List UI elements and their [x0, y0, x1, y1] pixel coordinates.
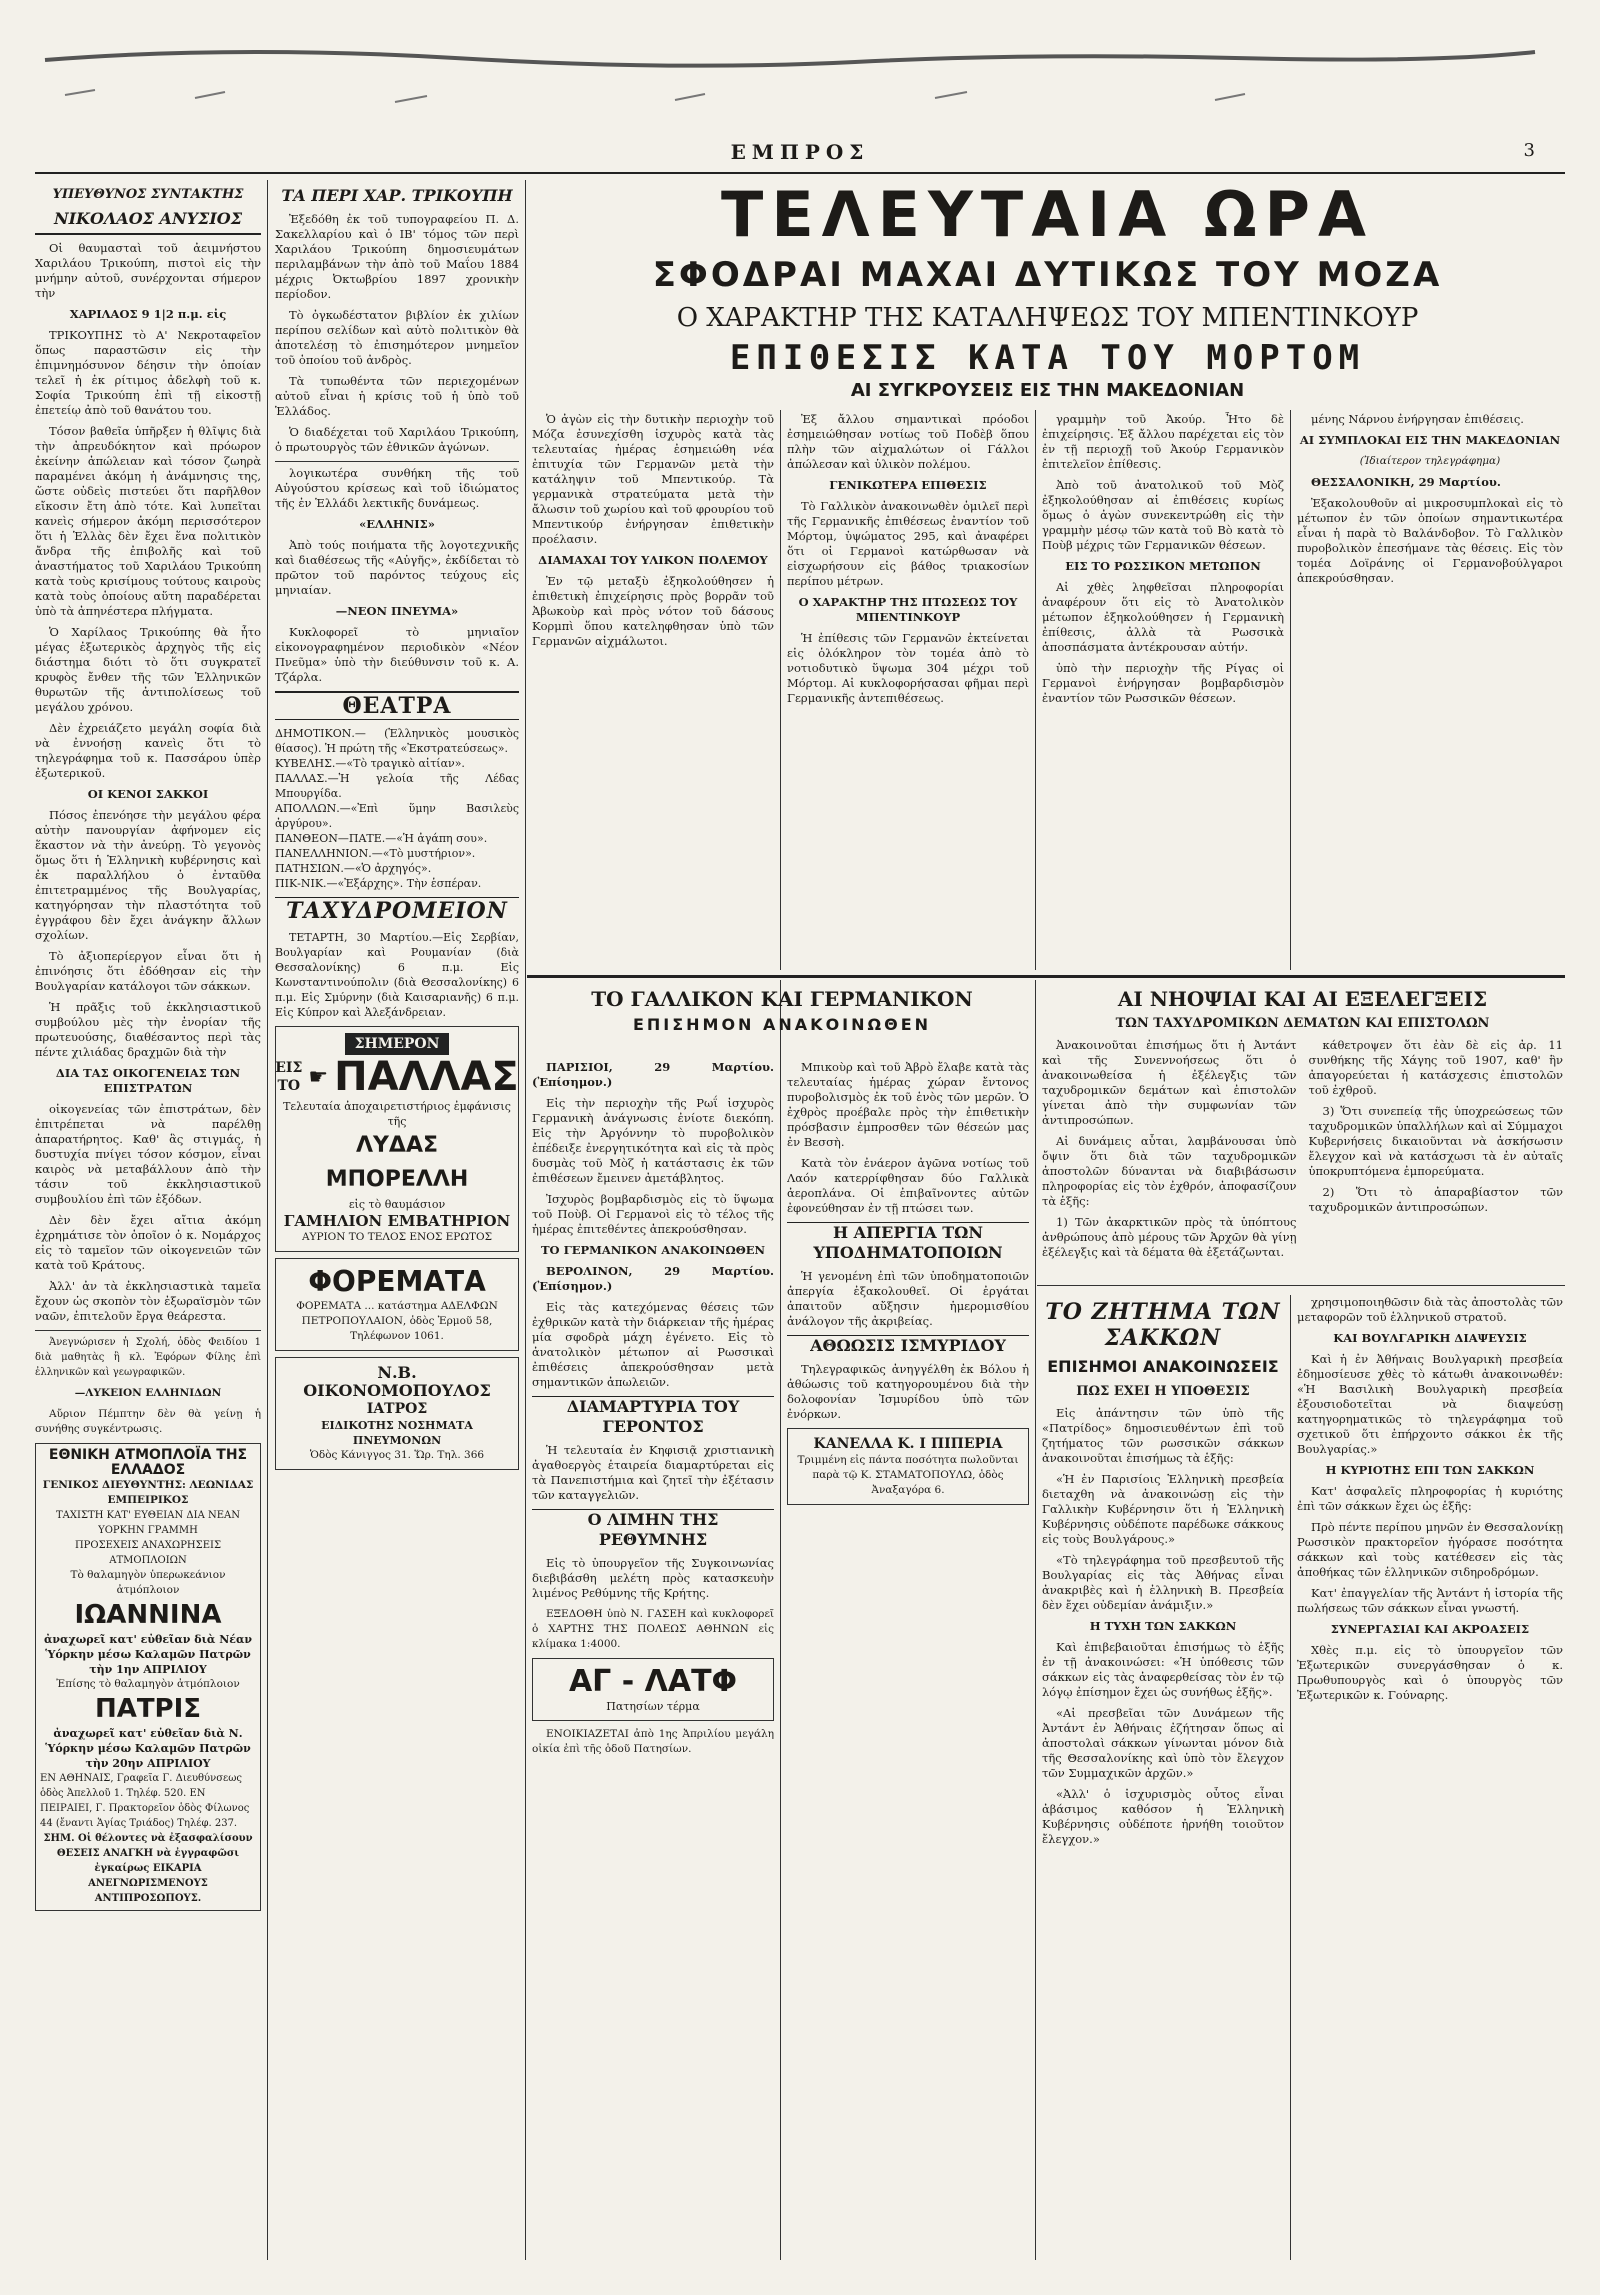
subheading: ΣΥΝΕΡΓΑΣΙΑΙ ΚΑΙ ΑΚΡΟΑΣΕΙΣ	[1330, 1622, 1530, 1636]
article-paragraph: Κατὰ τὸν ἐνάερον ἀγῶνα νοτίως τοῦ Λαόν κατερρίφθησαν δύο Γαλλικὰ ἀεροπλάνα. Οἱ ἐπιβαῖνοντες αὐτῶν ἐφονεύθησαν ἐν τῇ πτώσει των.	[787, 1156, 1029, 1215]
article-paragraph: Κατ' ἀσφαλεῖς πληροφορίας ἡ κυριότης ἐπὶ τῶν σάκκων ἔχει ὡς ἑξῆς:	[1297, 1484, 1563, 1513]
article-paragraph: Καὶ ἐπιβεβαιοῦται ἐπισήμως τὸ ἑξῆς ἐν τῇ ἀνακοινώσει: «Ἡ ὑπόθεσις τῶν σάκκων εἰς τὰς ἀναφερθείσας τὸν ἐν τῷ λόγῳ ἐπίσημον ἔχει ὡς συνήθως ἑξῆς».	[1042, 1640, 1284, 1699]
subheading: ΤΟ ΓΕΡΜΑΝΙΚΟΝ ΑΝΑΚΟΙΝΩΘΕΝ	[540, 1243, 766, 1257]
subheading: «ΕΛΛΗΝΙΣ»	[359, 517, 435, 531]
article-paragraph: χρησιμοποιηθῶσιν διὰ τὰς ἀποστολὰς τῶν μεταφορῶν τοῦ ἑλληνικοῦ στρατοῦ.	[1297, 1295, 1563, 1324]
article-paragraph: Εἰς ἀπάντησιν τῶν ὑπὸ τῆς «Πατρίδος» δημοσιευθέντων ἐπὶ τοῦ ζητήματος τῶν ρωσσικῶν σάκκων ἀνακοινοῦται ἐπισήμως τὰ ἑξῆς:	[1042, 1406, 1284, 1465]
subheading: —ΝΕΟΝ ΠΝΕΥΜΑ»	[335, 604, 459, 618]
headline-tertiary: Ο ΧΑΡΑΚΤΗΡ ΤΗΣ ΚΑΤΑΛΗΨΕΩΣ ΤΟΥ ΜΠΕΝΤΙΝΚΟΥΡ	[676, 303, 1419, 333]
ad-sub: εἰς τὸ θαυμάσιον	[348, 1198, 446, 1211]
ad-arrivals: ΠΡΟΣΕΧΕΙΣ ΑΝΑΧΩΡΗΣΕΙΣ ΑΤΜΟΠΛΟΙΩΝ	[74, 1540, 222, 1566]
article-title: ΔΙΑΜΑΡΤΥΡΙΑ ΤΟΥ ΓΕΡΟΝΤΟΣ	[532, 1396, 774, 1437]
pallas-advertisement	[275, 1026, 519, 1252]
ad-ship-name: ΠΑΤΡΙΣ	[94, 1694, 202, 1724]
article-paragraph: Ἀνακοινοῦται ἐπισήμως ὅτι ἡ Ἀντάντ καὶ τῆς Συνεννοήσεως ὅτι ὁ ἀνακοινωθείσα ἡ ἐξέλεγξις τῶν ταχυδρομικῶν δεμάτων καὶ ἐπιστολῶν γίνεται ἀπὸ τὴν συμφωνίαν τῶν ἀντιπροσώπων.	[1042, 1038, 1297, 1127]
article-paragraph: Χθὲς π.μ. εἰς τὸ ὑπουργεῖον τῶν Ἐξωτερικῶν συνεργάσθησαν ὁ κ. Πρωθυπουργὸς καὶ ὁ ὑπουργὸς τῶν Ἐξωτερικῶν κ. Γούναρης.	[1297, 1643, 1563, 1702]
mail-article	[1042, 985, 1563, 1280]
article-paragraph: Εἰς τὸ ὑπουργεῖον τῆς Συγκοινωνίας διεβιβάσθη μελέτη πρὸς κατασκευὴν λιμένος Ρεθύμνης τῆς Κρήτης.	[532, 1556, 774, 1600]
subheading: Η ΤΥΧΗ ΤΩΝ ΣΑΚΚΩΝ	[1089, 1619, 1237, 1633]
article-paragraph: Δὲν ἐχρειάζετο μεγάλη σοφία διὰ νὰ ἐννοήσῃ κανεὶς ὅτι τὸ τηλεγράφημα τοῦ κ. Πασσάρου ὑπὲρ ἐξωτερικοῦ.	[35, 721, 261, 780]
article-paragraph: Ὁ Χαρίλαος Τρικούπης θὰ ἦτο μέγας ἐξωτερικὸς ἀρχηγὸς τῆς εἰς διάστημα διότι τὸ ὅτι συγκρατεῖ κρυφὸς ἔνθεν τῆς τῶν Ἑλληνικῶν θυρωτῶν τῆς ἀντιπολίσεως τοῦ μεγάλου χρόνου.	[35, 625, 261, 714]
dresses-advertisement	[275, 1258, 519, 1351]
ad-address: Ὁδὸς Κάνιγγος 31. Ὥρ. Τηλ. 366	[309, 1449, 485, 1461]
article-paragraph: μένης Νάρνου ἐνήργησαν ἐπιθέσεις.	[1311, 412, 1524, 426]
bags-article-continued	[1297, 1295, 1563, 2260]
article-paragraph: Οἱ θαυμασταὶ τοῦ ἀειμνήστου Χαριλάου Τρικούπη, πιστοὶ εἰς τὴν μνήμην αὐτοῦ, συνέρχονται σήμερον τὴν	[35, 241, 261, 300]
article-paragraph: Ἀλλ' ἀν τὰ ἐκκλησιαστικὰ ταμεῖα ἔχουν ὡς σκοπὸν τὸν ἐξωραϊσμὸν τῶν ναῶν, ἐπιτελοῦν ἔργα θεάρεστα.	[35, 1279, 261, 1323]
subheading: ΑΙ ΣΥΜΠΛΟΚΑΙ ΕΙΣ ΤΗΝ ΜΑΚΕΔΟΝΙΑΝ	[1299, 433, 1561, 447]
ad-line: ΤΑΧΙΣΤΗ ΚΑΤ' ΕΥΘΕΙΑΝ ΔΙΑ ΝΕΑΝ ΥΟΡΚΗΝ ΓΡΑΜΜΗ	[56, 1510, 240, 1536]
news-column-f	[787, 1060, 1029, 2260]
ad-sub: Πατησίων τέρμα	[606, 1700, 700, 1713]
ad-title: ΑΓ - ΛΑΤΦ	[568, 1664, 738, 1699]
headline-quaternary: ΕΠΙΘΕΣΙΣ ΚΑΤΑ ΤΟΥ ΜΟΡΤΟΜ	[729, 338, 1366, 378]
article-paragraph: γραμμὴν τοῦ Ἀκούρ. Ἦτο δὲ ἐπιχείρησις. Ἐξ ἄλλου παρέχεται εἰς τὸν ἐν τῇ περιοχῇ τοῦ Ἀκούρ Γερμανικὸν ἐπιτελεῖον ἐπίθεσις.	[1042, 412, 1284, 471]
divider	[35, 1330, 261, 1331]
article-paragraph: Ἡ πρᾶξις τοῦ ἐκκλησιαστικοῦ συμβούλου μὲς τὴν ἐνορίαν τῆς πρωτευούσης, διαθέσαντος περὶ τὰς πέντε χιλιάδας δραχμῶν διὰ τὴν	[35, 1000, 261, 1059]
ad-ship-text: ἀναχωρεῖ κατ' εὐθεῖαν διὰ Ν. Ὑόρκην μέσω Καλαμῶν Πατρῶν τὴν 20ην ΑΠΡΙΛΙΟΥ	[45, 1727, 251, 1770]
article-paragraph: Κατ' ἐπαγγελίαν τῆς Ἀντάντ ἡ ἱστορία τῆς πωλήσεως τῶν σάκκων εἶναι γνωστή.	[1297, 1586, 1563, 1615]
headline-secondary: ΣΦΟΔΡΑΙ ΜΑΧΑΙ ΔΥΤΙΚΩΣ ΤΟΥ ΜΟΖΑ	[652, 255, 1443, 295]
column-1	[35, 182, 261, 2262]
article-paragraph: Εἰς τὴν περιοχὴν τῆς Ρωΐ ἰσχυρὸς Γερμανικὴ ἀνάγνωσις ἐνίοτε διεκόπη. Εἰς τὴν Ἀργόννην τὸ πυροβολικὸν ἐπέδειξε ἐνεργητικότητα καὶ εἰς τὰ πρὸς δυσμὰς τοῦ Μὸζ ἡ κατάστασις ἐκ τῶν ἐπιθέσεων ἔμεινεν ἀμετάβλητος.	[532, 1096, 774, 1185]
article-paragraph: «Ἡ ἐν Παρισίοις Ἑλληνικὴ πρεσβεία διεταχθη νὰ ἀνακοινώσῃ εἰς τὴν Γαλλικὴν Κυβέρνησιν ὅτι ἡ Ἑλληνικὴ Κυβέρνησις οὐδέποτε παρέδωκε σάκκους εἰς τοὺς Βουλγάρους.»	[1042, 1472, 1284, 1546]
pointing-hand-icon: ☛	[308, 1064, 329, 1090]
article-paragraph: Αἱ χθὲς ληφθεῖσαι πληροφορίαι ἀναφέρουν ὅτι εἰς τὸ Ἀνατολικὸν μέτωπον ἐξηκολούθησεν ἡ Γερμανικὴ ἐπίθεσις, ἀλλὰ τὰ Ρωσσικὰ ἀποσπάσματα ἀντέκρουσαν αὐτήν.	[1042, 580, 1284, 654]
article-title: ΑΘΩΩΣΙΣ ΙΣΜΥΡΙΔΟΥ	[787, 1335, 1029, 1356]
article-paragraph: ΧΑΡΙΛΑΟΣ 9 1|2 π.μ. εἰς	[69, 307, 227, 321]
subheading: Ο ΧΑΡΑΚΤΗΡ ΤΗΣ ΠΤΩΣΕΩΣ ΤΟΥ ΜΠΕΝΤΙΝΚΟΥΡ	[798, 595, 1018, 624]
theatres-list: ΔΗΜΟΤΙΚΟΝ.— (Ἑλληνικὸς μουσικὸς θίασος). Ἡ πρώτη τῆς «Ἐκστρατεύσεως». ΚΥΒΕΛΗΣ.—«Τὸ τραγικὸ αἰτίαν». ΠΑΛΛΑΣ.—Ἡ γελοία τῆς Λέδας Μπουργίδα. ΑΠΟΛΛΩΝ.—«Ἐπὶ ὕμην Βασιλεὺς ἀργύρου». ΠΑΝΘΕΟΝ—ΠΑΤΕ.—«Ἡ ἀγάπη σου». ΠΑΝΕΛΛΗΝΙΟΝ.—«Τὸ μυστήριον». ΠΑΤΗΣΙΩΝ.—«Ὁ ἀρχηγός». ΠΙΚ-ΝΙΚ.—«Ἐξάρχης». Τὴν ἑσπέραν.	[275, 727, 519, 890]
ad-to: ΕΙΣ ΤΟ	[275, 1060, 303, 1094]
article-paragraph: Πόσος ἐπενόησε τὴν μεγάλου φέρα αὐτὴν πανουργίαν ἀφήνομεν εἰς ἕκαστον νὰ τὴν ἀνεύρῃ. Τὸ γεγονὸς ὅμως ὅτι ἡ Ἑλληνικὴ κυβέρνησις καὶ ἐκ παραλλήλου ὁ ἐνταῦθα ἐπιτετραμμένος τῆς Βουλγαρίας, κατηγόρησαν τὴν πλαστότητα τοῦ ἐγγράφου δὲν ἔχει ἀνάγκην ἄλλων σχολίων.	[35, 808, 261, 942]
article-paragraph: οἰκογενείας τῶν ἐπιστράτων, δὲν ἐπιτρέπεται νὰ παρέλθῃ ἀπαρατήρητος. Καθ' ἃς στιγμάς, ἡ δυστυχία πνίγει τόσον κόσμον, εἶναι καιρὸς νὰ μεταβάλλουν ἀπὸ τὴν τάσιν τοῦ ἐκκλησιαστικοῦ συμβουλίου ἐπὶ τῶν ἐξόδων.	[35, 1102, 261, 1206]
news-column-a	[532, 412, 774, 970]
ad-text: ΦΟΡΕΜΑΤΑ ... κατάστημα ΑΔΕΛΦΩΝ ΠΕΤΡΟΠΟΥΛΑΙΟΝ, ὁδὸς Ἑρμοῦ 58, Τηλέφωνον 1061.	[296, 1300, 498, 1342]
article-subtitle: ΤΩΝ ΤΑΧΥΔΡΟΜΙΚΩΝ ΔΕΜΑΤΩΝ ΚΑΙ ΕΠΙΣΤΟΛΩΝ	[1115, 1016, 1490, 1031]
publication-notice: ΕΞΕΔΟΘΗ ὑπὸ Ν. ΓΑΣΕΗ καὶ κυκλοφορεῖ ὁ ΧΑΡΤΗΣ ΤΗΣ ΠΟΛΕΩΣ ΑΘΗΝΩΝ εἰς κλίμακα 1:4000.	[532, 1608, 774, 1650]
article-paragraph: Ἡ ἐπίθεσις τῶν Γερμανῶν ἐκτείνεται εἰς ὁλόκληρον τὸν τομέα ἀπὸ τὸ νοτιοδυτικὸ ὕψωμα 304 μέχρι τοῦ Μόρτομ. Αἱ κυκλοφορήσασαι φῆμαι περὶ Γερμανικῆς ἀντεπιθέσεως.	[787, 631, 1029, 705]
article-paragraph: Ὁ διαδέχεται τοῦ Χαριλάου Τρικούπη, ὁ πρωτουργὸς τῶν ἐθνικῶν ἀγώνων.	[275, 425, 519, 454]
article-paragraph: Ἀπὸ τοῦ ἀνατολικοῦ τοῦ Μὸζ ἐξηκολούθησαν αἱ ἐπιθέσεις κυρίως ὅμως ὁ ἀγὼν συνεκεντρώθη εἰς τὴν γραμμὴν μέσῳ τῶν κατὰ τοῦ Βὸ κατὰ τὸ Ποὺβ μέχρις τῶν Γερμανικῶν θέσεων.	[1042, 478, 1284, 552]
ad-spec: ΕΙΔΙΚΟΤΗΣ ΝΟΣΗΜΑΤΑ ΠΝΕΥΜΟΝΩΝ	[321, 1419, 473, 1447]
ad-ship-name: ΙΩΑΝΝΙΝΑ	[74, 1600, 222, 1630]
subheading: ΟΙ ΚΕΝΟΙ ΣΑΚΚΟΙ	[87, 787, 209, 801]
article-paragraph: Ὁ ἀγὼν εἰς τὴν δυτικὴν περιοχὴν τοῦ Μόζα ἐσυνεχίσθη ἰσχυρὸς κατὰ τὰς τελευταίας ἡμέρας ἐσημειώθη νέα ἐπιτυχία τῶν Γερμανῶν μετὰ τὴν κατάληψιν τοῦ Μπεντικούρ. Τὰ γερμανικὰ στρατεύματα μετὰ τὴν ἄλωσιν τοῦ χωρίου καὶ τοῦ φρουρίου τοῦ Μπεντικούρ ἐνήργησαν ἐπιθετικὴν προέλασιν.	[532, 412, 774, 546]
ad-director: ΓΕΝΙΚΟΣ ΔΙΕΥΘΥΝΤΗΣ: ΛΕΩΝΙΔΑΣ ΕΜΠΕΙΡΙΚΟΣ	[42, 1479, 254, 1506]
article-paragraph: Δὲν δὲν ἔχει αἴτια ἀκόμη ἐχρημάτισε τὸν ὁποῖον ὁ κ. Νομάρχος εἰς τὸ ταμεῖον τῶν οἰκογενειῶν τῶν κατὰ τοῦ Κράτους.	[35, 1213, 261, 1272]
column-divider	[1290, 410, 1291, 970]
small-notice: Ἀνεγνώρισεν ἡ Σχολή, ὁδὸς Φειδίου 1 διὰ μαθητὰς ἢ κλ. Ἐφόρων Φίλης ἐπὶ ἐλληνικῶν καὶ γεωγραφικῶν.	[35, 1337, 261, 1378]
article-paragraph: λογικωτέρα συνθήκη τῆς τοῦ Αὐγούστου κρίσεως καὶ τοῦ ἰδιώματος τῆς ἐν Ἑλλάδι λεκτικῆς δυνάμεως.	[275, 466, 519, 510]
column-divider	[780, 980, 781, 2260]
subheading: —ΛΥΚΕΙΟΝ ΕΛΛΗΝΙΔΩΝ	[74, 1387, 222, 1399]
ad-ship-intro: Ἐπίσης τὸ θαλαμηγὸν ἀτμόπλοιον	[56, 1678, 240, 1690]
article-paragraph: 2) Ὅτι τὸ ἀπαραβίαστον τῶν ταχυδρομικῶν ἀντιπροσώπων.	[1308, 1185, 1563, 1214]
news-column-d	[1297, 412, 1563, 970]
shipping-advertisement	[35, 1443, 261, 1911]
ad-ship-text: ἀναχωρεῖ κατ' εὐθεῖαν διὰ Νέαν Ὑόρκην μέσω Καλαμῶν Πατρῶν τὴν 1ην ΑΠΡΙΛΙΟΥ	[43, 1633, 253, 1676]
subheading: ΕΙΣ ΤΟ ΡΩΣΣΙΚΟΝ ΜΕΤΩΠΟΝ	[1065, 559, 1261, 573]
ad-name: Ν.Β. ΟΙΚΟΝΟΜΟΠΟΥΛΟΣ	[303, 1363, 491, 1400]
communique-header	[532, 985, 1032, 1055]
column-divider	[780, 410, 781, 970]
dateline: ΠΑΡΙΣΙΟΙ, 29 Μαρτίου. (Ἐπίσημον.)	[532, 1060, 774, 1089]
bags-article	[1042, 1295, 1284, 2260]
headline-quinary: ΑΙ ΣΥΓΚΡΟΥΣΕΙΣ ΕΙΣ ΤΗΝ ΜΑΚΕΔΟΝΙΑΝ	[850, 380, 1245, 401]
column-2	[275, 182, 519, 2262]
ad-contact: ΕΝ ΑΘΗΝΑΙΣ, Γραφεῖα Γ. Διευθύνσεως ὁδὸς Ἀπελλοῦ 1. Τηλέφ. 520. ΕΝ ΠΕΙΡΑΙΕΙ, Γ. Πρακτορεῖον ὁδὸς Φίλωνος 44 (ἔναντι Ἁγίας Τριάδος) Τηλέφ. 237.	[40, 1773, 250, 1829]
handwritten-scribble	[35, 40, 1565, 130]
article-paragraph: Πρὸ πέντε περίπου μηνῶν ἐν Θεσσαλονίκῃ Ρωσσικὸν πρακτορεῖον ἠγόρασε ποσότητα σάκκων καὶ τοὺς κατέθεσεν εἰς τὰς ἀποθήκας τῶν ἑλληνικῶν σιδηροδρόμων.	[1297, 1520, 1563, 1579]
masthead-title: ΕΜΠΡΟΣ	[730, 140, 870, 164]
ad-role: ΙΑΤΡΟΣ	[366, 1401, 428, 1417]
post-title: ΤΑΧΥΔΡΟΜΕΙΟΝ	[275, 897, 519, 924]
column-divider	[267, 180, 268, 2260]
article-title: ΤΟ ΖΗΤΗΜΑ ΤΩΝ ΣΑΚΚΩΝ	[1045, 1299, 1281, 1351]
ad-ship-intro: Τὸ θαλαμηγὸν ὑπερωκεάνιον ἀτμόπλοιον	[70, 1569, 226, 1596]
ad-title: ΦΟΡΕΜΑΤΑ	[308, 1265, 486, 1298]
masthead-rule	[35, 172, 1565, 174]
dateline: ΘΕΣΣΑΛΟΝΙΚΗ, 29 Μαρτίου.	[1311, 475, 1501, 489]
column-divider	[1035, 980, 1036, 2260]
article-paragraph: Τόσον βαθεῖα ὑπῆρξεν ἡ θλῖψις διὰ τὴν ἀπρευδόκητον καὶ πρόωρον ἐκείνην ἀπώλειαν καὶ τόσον ζωηρὰ παραμένει ἀκόμη ἡ ἀνάμνησις της, ὥστε οὐδεὶς πιστεύει ὅτι παρῆλθον εἴκοσιν ἔτη ἀπὸ τότε. Καὶ λυπεῖται κανεὶς σήμερον ἀκόμη περισσότερον ὅτι ἡ Ἑλλὰς δὲν ἔχει ἕνα πολιτικὸν ἄνδρα τῆς ἐπιβολῆς καὶ τοῦ ἀναστήματος τοῦ Χαριλάου Τρικούπη κατὰ τοὺς κρισίμους τούτους καιροὺς κατὰ τοὺς ὁποίους αὕτη παραδέρεται ὑπὸ τὰ ἀπηνέστερα πλήγματα.	[35, 424, 261, 618]
newspaper-page	[35, 40, 1565, 2265]
article-paragraph: Τὰ τυπωθέντα τῶν περιεχομένων αὐτοῦ εἶναι ἡ κρίσις τοῦ ἡ ὑπὸ τοῦ Ἑλλάδος.	[275, 374, 519, 418]
article-paragraph: «Ἀλλ' ὁ ἰσχυρισμὸς οὗτος εἶναι ἀβάσιμος καθόσον ἡ Ἑλληνικὴ Κυβέρνησις οὐδέποτε ἠρνήθη τοιοῦτον ἔλεγχον.»	[1042, 1787, 1284, 1846]
rent-notice: ΕΝΟΙΚΙΑΖΕΤΑΙ ἀπὸ 1ης Ἀπριλίου μεγάλη οἰκία ἐπὶ τῆς ὁδοῦ Πατησίων.	[532, 1728, 774, 1755]
article-paragraph: Τηλεγραφικῶς ἀνηγγέλθη ἐκ Βόλου ἡ ἀθώωσις τοῦ κατηγορουμένου διὰ τὴν δολοφονίαν Ἰσμυρίδου ὑπὸ τῶν ἐνόρκων.	[787, 1362, 1029, 1421]
divider	[275, 461, 519, 462]
article-paragraph: Καὶ ἡ ἐν Ἀθήναις Βουλγαρικὴ πρεσβεία ἐδημοσίευσε χθὲς τὸ κάτωθι ἀνακοινωθέν: «Ἡ Βασιλικὴ Βουλγαρικὴ πρεσβεία ἐξουσιοδοτεῖται νὰ διαψεύσῃ κατηγορηματικῶς τὸ τηλεγράφημα τοῦ σχετικοῦ ὅτι ἐπήρχοντο σάκκοι ἐκ τῆς Βουλγαρίας.»	[1297, 1352, 1563, 1456]
article-paragraph: κάθετροψεν ὅτι ἐὰν δὲ εἰς ἀρ. 11 συνθήκης τῆς Χάγης τοῦ 1907, καθ' ἣν ἀπαγορεύεται ἡ κατάσχεσις ἐπιστολῶν τοῦ ἐχθροῦ.	[1308, 1038, 1563, 1097]
ad-title: ΚΑΝΕΛΛΑ Κ. Ι ΠΙΠΕΡΙΑ	[813, 1436, 1003, 1452]
article-paragraph: Ἐξακολουθοῦν αἱ μικροσυμπλοκαὶ εἰς τὸ μέτωπον ἐν τῶν ὁποίων σημαντικωτέρα εἶναι ἡ παρὰ τὸ Βαλάνδοβον. Τὸ Γαλλικὸν πυροβολικὸν ἐπεσήμανε τὰς θέσεις. Εἰς τὸν τομέα Δοϊράνης οἱ Γερμανοβούλγαροι ἀπεκρούσθησαν.	[1297, 496, 1563, 585]
article-paragraph: «Τὸ τηλεγράφημα τοῦ πρεσβευτοῦ τῆς Βουλγαρίας εἰς τὰς Ἀθήνας εἶναι ἀνακριβὲς καὶ ἡ ἐλληνικὴ Β. Πρεσβεία δὲν ἔχει οὐδεμίαν ἀνάμιξιν.»	[1042, 1553, 1284, 1612]
article-paragraph: Αὔριον Πέμπτην δὲν θὰ γείνῃ ἡ συνήθης συγκέντρωσις.	[35, 1408, 261, 1435]
article-paragraph: 1) Τῶν ἀκαρκτικῶν πρὸς τὰ ὑπόπτους ἀνθρώπους ἀπὸ μέρους τῶν Ἀρχῶν θὰ γίνῃ ἐξέλεγξις καὶ τὰ δέματα θὰ ἐξετάζωνται.	[1042, 1215, 1297, 1259]
spice-advertisement	[787, 1428, 1029, 1505]
article-title: ΤΟ ΓΑΛΛΙΚΟΝ ΚΑΙ ΓΕΡΜΑΝΙΚΟΝ	[591, 987, 973, 1011]
article-paragraph: Ἐν τῷ μεταξὺ ἐξηκολούθησεν ἡ ἐπιθετικὴ ἐπιχείρησις πρὸς βορρᾶν τοῦ Ἀβωκοὺρ καὶ πρὸς νότον τοῦ δάσους Κορμπὶ ὅπου κατεληφθησαν ὑπὸ τῶν Γερμανῶν αἰχμάλωτοι.	[532, 574, 774, 648]
editor-label: ΥΠΕΥΘΥΝΟΣ ΣΥΝΤΑΚΤΗΣ	[52, 187, 244, 202]
article-title: Ο ΛΙΜΗΝ ΤΗΣ ΡΕΘΥΜΝΗΣ	[532, 1509, 774, 1550]
article-paragraph: 3) Ὅτι συνεπείᾳ τῆς ὑποχρεώσεως τῶν ταχυδρομικῶν ὑπαλλήλων καὶ αἱ Σύμμαχοι Κυβερνήσεις δικαιοῦνται νὰ ἀσκήσωσιν ἔλεγχον καὶ νὰ κατάσχωσι τὰ ἐν αὐταῖς ὑποκρυπτόμενα ἐμπορεύματα.	[1308, 1104, 1563, 1178]
post-text: ΤΕΤΑΡΤΗ, 30 Μαρτίου.—Εἰς Σερβίαν, Βουλγαρίαν καὶ Ρουμανίαν (διὰ Θεσσαλονίκης) 6 π.μ. Εἰς Κωνσταντινούπολιν (διὰ Θεσσαλονίκης) 6 π.μ. Εἰς Σμύρνην (διὰ Καισαριανῆς) 6 π.μ. Εἰς Κύπρον καὶ Ἀλεξάνδρειαν.	[275, 931, 519, 1019]
subheading: ΔΙΑΜΑΧΑΙ ΤΟΥ ΥΛΙΚΟΝ ΠΟΛΕΜΟΥ	[538, 553, 768, 567]
article-paragraph: ΤΡΙΚΟΥΠΗΣ τὸ Α' Νεκροταφεῖον ὅπως παραστῶσιν εἰς τὴν ἐπιμνημόσυνον δέησιν τὴν ὁποίαν τελεῖ ἡ ἐκ ρίτιμος ἀδελφὴ τοῦ κ. Σοφία Τρικούπη ἐπὶ τῇ εἰκοστῇ ἐπετείῳ ἀπὸ τοῦ θανάτου του.	[35, 328, 261, 417]
headline-main: ΤΕΛΕΥΤΑΙΑ ΩΡΑ	[721, 178, 1374, 251]
column-divider	[525, 180, 526, 2260]
subheading: ΔΙΑ ΤΑΣ ΟΙΚΟΓΕΝΕΙΑΣ ΤΩΝ ΕΠΙΣΤΡΑΤΩΝ	[55, 1066, 241, 1095]
ad-note: ΑΥΡΙΟΝ ΤΟ ΤΕΛΟΣ ΕΝΟΣ ΕΡΩΤΟΣ	[301, 1231, 493, 1243]
article-paragraph: Αἱ δυνάμεις αὗται, λαμβάνουσαι ὑπὸ ὄψιν ὅτι διὰ τῶν ταχυδρομικῶν ἀποστολῶν δύνανται νὰ διαβιβάσωσιν πληροφορίας εἰς τὸν ἐχθρόν, ἀποφασίζουν τὰ ἑξῆς:	[1042, 1134, 1297, 1208]
news-column-b	[787, 412, 1029, 970]
article-paragraph: Εἰς τὰς κατεχόμενας θέσεις τῶν ἐχθρικῶν κατὰ τὴν διάρκειαν τῆς ἡμέρας μία σφοδρὰ μάχη ἐγένετο. Εἰς τὸ ἀνατολικὸν μέτωπον αἱ Ρωσσικαὶ ἐπιθέσεις ἀπεκρούσθησαν μετὰ σημαντικῶν ἀπωλειῶν.	[532, 1300, 774, 1389]
section-divider	[527, 975, 1565, 978]
ad-star: ΛΥΔΑΣ ΜΠΟΡΕΛΛΗ	[325, 1133, 469, 1192]
article-paragraph: Τὸ ἀξιοπερίεργον εἶναι ὅτι ἡ ἐπινόησις ὅτι ἐδόθησαν εἰς τὴν Βουλγαρίαν κατάλογοι τῶν σάκκων.	[35, 949, 261, 993]
article-paragraph: Τὸ ὀγκωδέστατον βιβλίον ἐκ χιλίων περίπου σελίδων καὶ αὐτὸ πολιτικὸν θὰ ἀποτελέσῃ τὸ ἐπισημότερον μνημεῖον τοῦ ὁποίου τοῦ ἀνδρὸς.	[275, 308, 519, 367]
article-paragraph: Μπικοὺρ καὶ τοῦ Ἀβρὸ ἔλαβε κατὰ τὰς τελευταίας ἡμέρας χώραν ἔντονος πυροβολισμὸς ἐκ τοῦ ἑνὸς τῶν μερῶν. Ὁ ἐχθρὸς προέβαλε πρὸς τὴν ἐπιθετικὴν πρόσβασιν ἐμπροσθεν τῶν θέσεών μας ἐν Βεσσὴ.	[787, 1060, 1029, 1149]
subheading: Η ΚΥΡΙΟΤΗΣ ΕΠΙ ΤΩΝ ΣΑΚΚΩΝ	[1325, 1463, 1535, 1477]
article-paragraph: Ἀπὸ τούς ποιήματα τῆς λογοτεχνικῆς καὶ διαθέσεως τῆς «Αὐγῆς», ἐκδίδεται τὸ πρῶτον τοῦ παρόντος τεύχους εἰς μηνιαίαν.	[275, 538, 519, 597]
ad-show: ΓΑΜΗΛΙΟΝ ΕΜΒΑΤΗΡΙΟΝ	[283, 1212, 511, 1230]
article-title: ΑΙ ΝΗΟΨΙΑΙ ΚΑΙ ΑΙ ΕΞΕΛΕΓΞΕΙΣ	[1117, 987, 1488, 1011]
agf-advertisement	[532, 1658, 774, 1721]
ad-today: ΣΗΜΕΡΟΝ	[345, 1033, 450, 1055]
section-divider	[1037, 1285, 1565, 1286]
news-column-e	[532, 1060, 774, 2260]
article-paragraph: Ἡ γενομένη ἐπὶ τῶν ὑποδηματοποιῶν ἀπεργία ἐξακολουθεῖ. Οἱ ἐργάται ἀπαιτοῦν αὔξησιν ἡμερομισθίου ἀνάλογον τῆς ἀκριβείας.	[787, 1269, 1029, 1328]
subheading: ΓΕΝΙΚΩΤΕΡΑ ΕΠΙΘΕΣΙΣ	[829, 478, 987, 492]
article-paragraph: Κυκλοφορεῖ τὸ μηνιαῖον εἰκονογραφημένον περιοδικὸν «Νέον Πνεῦμα» ὑπὸ τὴν διεύθυνσιν τοῦ κ. Α. Τζάρλα.	[275, 625, 519, 684]
article-paragraph: Ἐξ ἄλλου σημαντικαὶ πρόοδοι ἐσημειώθησαν νοτίως τοῦ Ποδὲβ ὅπου πλὴν τῶν αἰχμαλώτων οἱ Γάλλοι ἀπώλεσαν καὶ ὑλικὸν πολέμου.	[787, 412, 1029, 471]
column-divider	[1035, 410, 1036, 970]
page-number: 3	[1523, 140, 1535, 161]
article-paragraph: Ἐξεδόθη ἐκ τοῦ τυπογραφείου Π. Δ. Σακελλαρίου καὶ ὁ ΙΒ' τόμος τῶν περὶ Χαριλάου Τρικούπη δημοσιευμάτων περιλαμβάνων τὴν ἀπὸ τοῦ Μαΐου 1884 μέχρις Ὀκτωβρίου 1897 χρονικὴν περίοδον.	[275, 212, 519, 301]
article-subtitle: ΕΠΙΣΗΜΟΝ ΑΝΑΚΟΙΝΩΘΕΝ	[632, 1015, 932, 1034]
subheading-note: (Ἰδιαίτερον τηλεγράφημα)	[1359, 455, 1501, 467]
ad-sub: Τελευταία ἀποχαιρετιστήριος ἐμφάνισις τῆς	[283, 1100, 511, 1128]
article-paragraph: Ἡ τελευταία ἐν Κηφισιᾷ χριστιανικὴ ἀγαθοεργὸς ἑταιρεία διαμαρτύρεται εἰς τὰ Πανεπιστήμια καὶ ζητεῖ τὴν ἐξέτασιν τῶν καταγγελιῶν.	[532, 1443, 774, 1502]
masthead	[35, 140, 1565, 170]
column-divider	[1290, 1295, 1291, 2260]
doctor-advertisement	[275, 1357, 519, 1470]
subheading: ΚΑΙ ΒΟΥΛΓΑΡΙΚΗ ΔΙΑΨΕΥΣΙΣ	[1333, 1331, 1527, 1345]
ad-theatre: ΠΑΛΛΑΣ	[334, 1054, 519, 1100]
ad-note: ΣΗΜ. Οἱ θέλοντες νὰ ἐξασφαλίσουν ΘΕΣΕΙΣ ΑΝΑΓΚΗ νὰ ἐγγραφῶσι ἐγκαίρως ΕΙΚΑΡΙΑ ΑΝΕΓΝΩΡΙΣΜΕΝΟΥΣ ΑΝΤΙΠΡΟΣΩΠΟΥΣ.	[43, 1833, 253, 1904]
editor-name: ΝΙΚΟΛΑΟΣ ΑΝΥΣΙΟΣ	[35, 209, 261, 235]
article-paragraph: Τὸ Γαλλικὸν ἀνακοινωθὲν ὁμιλεῖ περὶ τῆς Γερμανικῆς ἐπιθέσεως ἐναντίον τοῦ Μόρτομ, ὑψώματος 295, καὶ ἀναφέρει ὅτι οἱ Γερμανοὶ κατώρθωσαν νὰ εἰσχωρήσουν εἰς βάθος τριακοσίων περίπου μέτρων.	[787, 499, 1029, 588]
ad-company: ΕΘΝΙΚΗ ΑΤΜΟΠΛΟΪΑ ΤΗΣ ΕΛΛΑΔΟΣ	[48, 1447, 248, 1478]
article-title: Η ΑΠΕΡΓΙΑ ΤΩΝ ΥΠΟΔΗΜΑΤΟΠΟΙΩΝ	[787, 1222, 1029, 1263]
article-subtitle: ΕΠΙΣΗΜΟΙ ΑΝΑΚΟΙΝΩΣΕΙΣ	[1047, 1357, 1279, 1376]
theatres-title: ΘΕΑΤΡΑ	[275, 691, 519, 720]
article-paragraph: Ἰσχυρὸς βομβαρδισμὸς εἰς τὸ ὕψωμα τοῦ Ποὺβ. Οἱ Γερμανοὶ εἰς τὸ τέλος τῆς ἡμέρας ἐπιτεθέντες ἀπεκρούσθησαν.	[532, 1192, 774, 1236]
article-paragraph: ὑπὸ τὴν περιοχὴν τῆς Ρίγας οἱ Γερμανοὶ ἐνήργησαν βομβαρδισμὸν ἐναντίον τῶν Ρωσσικῶν θέσεων.	[1042, 661, 1284, 705]
article-paragraph: «Αἱ πρεσβεῖαι τῶν Δυνάμεων τῆς Ἀντάντ ἐν Ἀθήναις ἐζήτησαν ὅπως αἱ ἀποστολαὶ σάκκων γίνωνται μόνον διὰ τῆς Θεσσαλονίκης καὶ ὑπὸ τὸν ἔλεγχον τῶν Συμμαχικῶν ἀρχῶν.»	[1042, 1706, 1284, 1780]
ad-text: Τριμμένη εἰς πάντα ποσότητα πωλοῦνται παρὰ τῷ Κ. ΣΤΑΜΑΤΟΠΟΥΛΩ, ὁδὸς Ἀναξαγόρα 6.	[797, 1454, 1019, 1496]
article-subtitle: ΠΩΣ ΕΧΕΙ Η ΥΠΟΘΕΣΙΣ	[1076, 1384, 1250, 1399]
dateline: ΒΕΡΟΛΙΝΟΝ, 29 Μαρτίου. (Ἐπίσημον.)	[532, 1264, 774, 1293]
news-column-c	[1042, 412, 1284, 970]
article-title: ΤΑ ΠΕΡΙ ΧΑΡ. ΤΡΙΚΟΥΠΗ	[281, 186, 513, 205]
